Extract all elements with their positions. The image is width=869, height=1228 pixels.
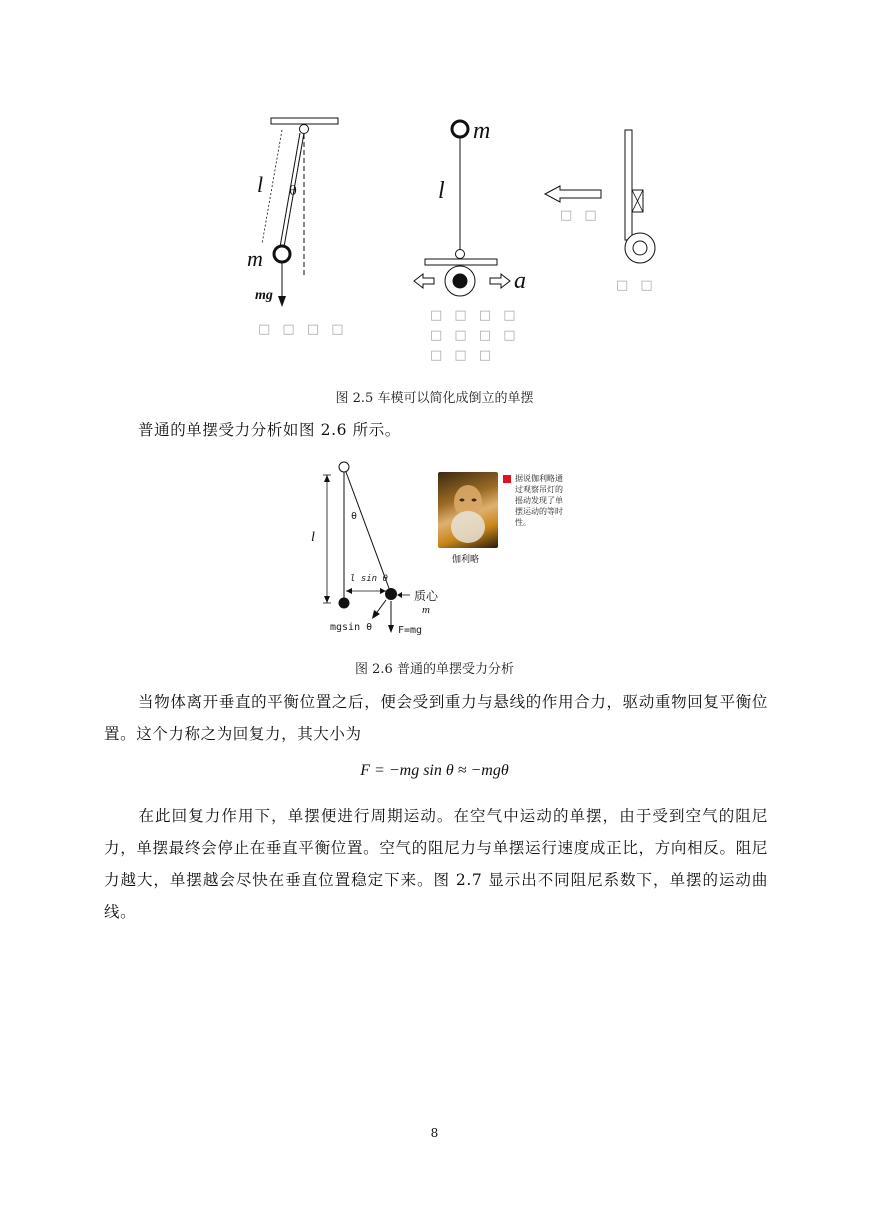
middle-boxes-line1: □ □ □ □ (430, 308, 520, 323)
fig26-l-label: l (311, 530, 315, 545)
figure-2-6 (300, 455, 600, 640)
middle-m-label: m (473, 118, 491, 144)
portrait-face-icon (438, 472, 498, 548)
note-line-5: 性。 (515, 518, 531, 527)
page-number: 8 (430, 1126, 439, 1140)
left-pendulum-length-marker (262, 130, 282, 244)
figure-2-6-caption: 图 2.6 普通的单摆受力分析 (355, 662, 514, 677)
fig26-F-label: F=mg (398, 625, 423, 636)
left-theta-label: θ (289, 184, 297, 199)
note-line-4: 摆运动的等时 (515, 507, 563, 516)
left-l-label: l (257, 172, 264, 197)
middle-a-label: a (514, 268, 526, 294)
fig26-theta-label: θ (351, 511, 358, 522)
intro-text: 普通的单摆受力分析如图 2.6 所示。 (138, 421, 401, 439)
left-pendulum-mg-arrowhead (278, 296, 286, 307)
galileo-note (515, 473, 595, 528)
displaced-bob (385, 588, 397, 600)
fig26-lsin-label: l sin θ (350, 574, 388, 584)
right-boxes-bottom: □ □ (616, 278, 657, 293)
right-direction-arrow (545, 186, 601, 202)
middle-right-arrow (490, 274, 510, 288)
left-pendulum-bob (274, 246, 290, 262)
right-car-wheel-inner (633, 241, 647, 255)
middle-pendulum-bob (452, 121, 468, 137)
intro-paragraph (104, 414, 768, 446)
galileo-caption: 伽利略 (452, 555, 480, 565)
formula: F = −mg sin θ ≈ −mgθ (360, 762, 509, 779)
middle-boxes-line3: □ □ □ (430, 348, 496, 363)
middle-pendulum-pivot (456, 250, 465, 259)
paragraph-1 (104, 686, 768, 750)
middle-l-label: l (438, 178, 445, 204)
right-boxes-top: □ □ (560, 208, 601, 223)
right-car-pole (625, 130, 632, 240)
fig26-m-label: m (422, 604, 430, 616)
left-boxes: □ □ □ □ (258, 322, 348, 337)
figure-2-5-caption: 图 2.5 车模可以简化成倒立的单摆 (335, 391, 534, 406)
middle-boxes-line2: □ □ □ □ (430, 328, 520, 343)
rest-bob (339, 598, 350, 609)
left-pendulum-pivot (300, 125, 309, 134)
left-mg-label: mg (255, 288, 273, 303)
fig26-center-label: 质心 (414, 589, 439, 603)
note-line-3: 摇动发现了单 (515, 496, 563, 505)
middle-pendulum-wheel-inner (453, 274, 468, 289)
paragraph-2 (104, 800, 768, 928)
left-m-label: m (247, 246, 263, 271)
note-line-2: 过观察吊灯的 (515, 485, 563, 494)
note-marker (503, 475, 511, 483)
fig26-mgsin-label: mgsin θ (330, 622, 373, 633)
middle-pendulum-base (425, 259, 497, 265)
pivot-circle (339, 462, 349, 472)
middle-left-arrow (414, 274, 434, 288)
note-line-1: 据说伽利略通 (515, 474, 563, 483)
paragraph-2-text: 在此回复力作用下，单摆便进行周期运动。在空气中运动的单摆，由于受到空气的阻尼力，单摆最终会停止在垂直平衡位置。空气的阻尼力与单摆运行速度成正比，方向相反。阻尼力越大，单摆越会尽快在垂直位置稳定下来。图 2.7 显示出不同阻尼系数下，单摆的运动曲线。 (104, 807, 768, 921)
paragraph-1-text: 当物体离开垂直的平衡位置之后，便会受到重力与悬线的作用合力，驱动重物回复平衡位置。这个力称之为回复力，其大小为 (104, 693, 768, 743)
left-pendulum-ceiling (271, 118, 338, 124)
figure-2-5 (240, 110, 670, 370)
galileo-portrait (438, 472, 498, 548)
